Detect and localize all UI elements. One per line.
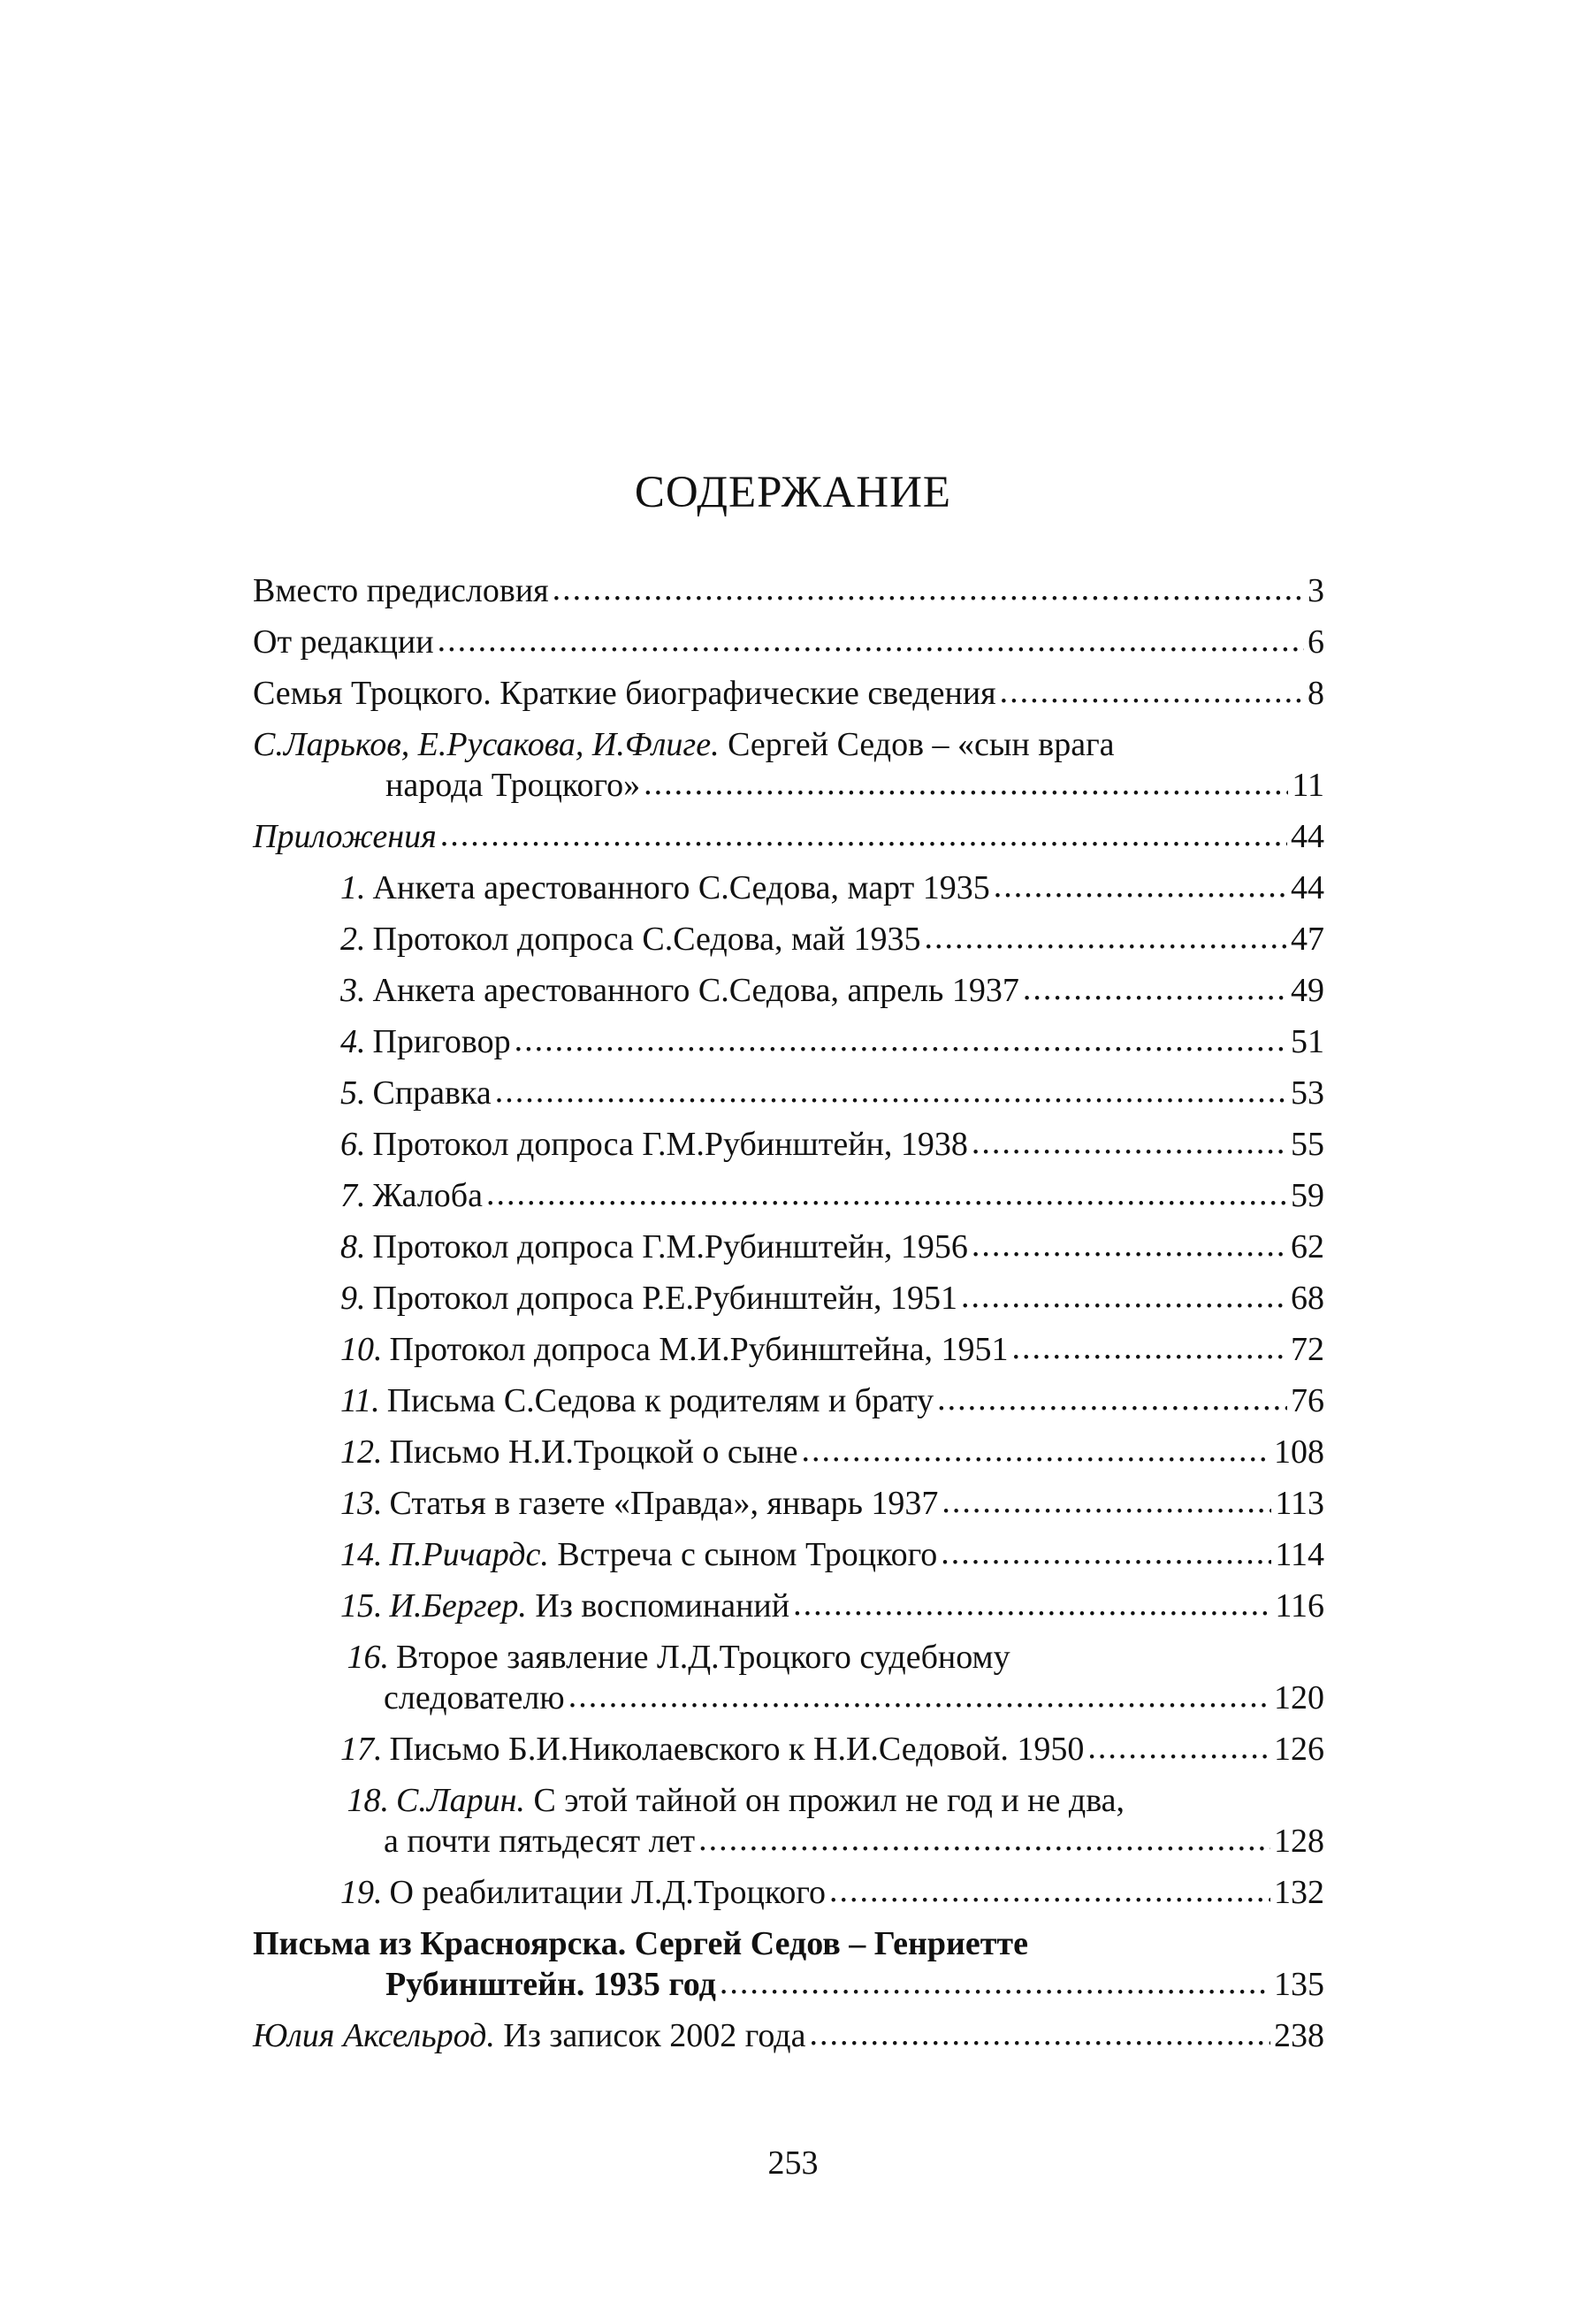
appendix-number: 1. (340, 869, 366, 906)
appendix-number: 14. (340, 1536, 383, 1573)
dot-leader (1087, 1727, 1270, 1768)
appendix-number: 15. (340, 1587, 383, 1625)
toc-entry-title: Вместо предисловия (253, 572, 549, 609)
dot-leader (961, 1276, 1287, 1317)
appendix-number: 19. (340, 1874, 383, 1911)
toc-entry-title: Анкета арестованного С.Седова, март 1935 (372, 869, 990, 906)
toc-appendix-entry[interactable] (340, 1872, 1324, 1913)
dot-leader (972, 1225, 1287, 1265)
toc-appendix-entry[interactable] (340, 970, 1324, 1011)
toc-page-number: 44 (1291, 818, 1324, 855)
toc-appendix-entry[interactable] (340, 1534, 1324, 1575)
toc-entry-author: Юлия Аксельрод. (253, 2017, 495, 2054)
toc-appendix-entry[interactable] (340, 919, 1324, 959)
toc-entry-title: О реабилитации Л.Д.Троцкого (389, 1874, 827, 1911)
toc-entry-title: Протокол допроса М.И.Рубинштейна, 1951 (389, 1331, 1009, 1368)
toc-page-number: 62 (1291, 1228, 1324, 1265)
toc-entry-author: П.Ричардс. (389, 1536, 549, 1573)
dot-leader (994, 866, 1287, 906)
toc-entry-title: Протокол допроса С.Седова, май 1935 (372, 921, 921, 958)
appendix-number: 16. (347, 1639, 389, 1676)
toc-page-number: 108 (1274, 1433, 1324, 1471)
toc-entry-title: С этой тайной он прожил не год и не два, (533, 1782, 1125, 1819)
appendix-number: 2. (340, 921, 366, 958)
toc-entry-title: Протокол допроса Г.М.Рубинштейн, 1956 (372, 1228, 968, 1265)
toc-appendix-entry[interactable] (340, 1073, 1324, 1113)
toc-entry-title: Из записок 2002 года (503, 2017, 806, 2054)
toc-entry-author: С.Ларин. (396, 1782, 525, 1819)
toc-page-number: 120 (1274, 1679, 1324, 1716)
toc-page-number: 238 (1274, 2017, 1324, 2054)
toc-page-number: 49 (1291, 972, 1324, 1009)
toc-entry-title: Приложения (253, 818, 437, 855)
appendix-number: 8. (340, 1228, 366, 1265)
toc-page-number: 55 (1291, 1126, 1324, 1163)
dot-leader (486, 1173, 1287, 1214)
dot-leader (972, 1122, 1287, 1163)
toc-entry-title: Семья Троцкого. Краткие биографические сведения (253, 675, 996, 712)
dot-leader (440, 814, 1287, 855)
appendix-number: 4. (340, 1023, 366, 1060)
dot-leader (809, 2014, 1270, 2054)
toc-entry-title: Приговор (372, 1023, 511, 1060)
toc-page-number: 116 (1275, 1587, 1324, 1625)
toc-page-number: 135 (1274, 1966, 1324, 2003)
toc-appendix-entry[interactable] (340, 1175, 1324, 1216)
toc-entry-title: Письма С.Седова к родителям и брату (386, 1382, 934, 1419)
appendix-number: 3. (340, 972, 366, 1009)
toc-entry[interactable] (253, 2015, 1324, 2056)
toc-entry-title: Сергей Седов – «сын врага (728, 726, 1115, 763)
toc-page-number: 72 (1291, 1331, 1324, 1368)
appendix-number: 7. (340, 1177, 366, 1214)
toc-appendix-entry[interactable] (340, 1329, 1324, 1370)
toc-entry[interactable] (253, 816, 1324, 857)
toc-entry-title-continued: Рубинштейн. 1935 год (385, 1966, 716, 2003)
toc-page-number: 3 (1308, 572, 1324, 609)
toc-appendix-entry[interactable] (340, 1729, 1324, 1770)
dot-leader (1000, 671, 1304, 712)
dot-leader (698, 1819, 1270, 1860)
toc-entry[interactable] (253, 622, 1324, 662)
toc-page-number: 6 (1308, 623, 1324, 661)
toc-page-number: 128 (1274, 1823, 1324, 1860)
dot-leader (925, 917, 1287, 958)
toc-page-number: 76 (1291, 1382, 1324, 1419)
appendix-number: 10. (340, 1331, 383, 1368)
toc-page-number: 132 (1274, 1874, 1324, 1911)
dot-leader (644, 763, 1288, 804)
toc-entry-author: И.Бергер. (389, 1587, 527, 1625)
dot-leader (568, 1676, 1270, 1716)
toc-appendix-entry[interactable] (340, 1432, 1324, 1472)
toc-page-number: 51 (1291, 1023, 1324, 1060)
toc-entry-title-continued: следователю (384, 1679, 565, 1716)
toc-entry-title: Справка (372, 1074, 492, 1112)
toc-entry-title: Письмо Н.И.Троцкой о сыне (389, 1433, 798, 1471)
toc-page-number: 113 (1275, 1485, 1324, 1522)
appendix-number: 12. (340, 1433, 383, 1471)
toc-entry-title: Встреча с сыном Троцкого (557, 1536, 938, 1573)
toc-page-number: 68 (1291, 1280, 1324, 1317)
toc-appendix-entry[interactable] (340, 1227, 1324, 1267)
dot-leader (1023, 968, 1287, 1009)
toc-entry[interactable] (253, 673, 1324, 714)
toc-appendix-entry[interactable] (340, 1483, 1324, 1524)
toc-entry-title: Анкета арестованного С.Седова, апрель 1937 (372, 972, 1019, 1009)
dot-leader (438, 620, 1304, 661)
appendix-number: 13. (340, 1485, 383, 1522)
toc-entry[interactable] (253, 724, 1324, 806)
dot-leader (801, 1430, 1270, 1471)
toc-page-number: 44 (1291, 869, 1324, 906)
toc-appendix-entry[interactable] (340, 1780, 1324, 1861)
dot-leader (793, 1584, 1271, 1625)
dot-leader (941, 1533, 1271, 1573)
appendix-number: 11. (340, 1382, 380, 1419)
appendix-number: 6. (340, 1126, 366, 1163)
page-number: 253 (767, 2144, 819, 2182)
toc-page-number: 53 (1291, 1074, 1324, 1112)
toc-page-number: 47 (1291, 921, 1324, 958)
toc-entry-title-continued: народа Троцкого» (385, 767, 641, 804)
toc-page-number: 59 (1291, 1177, 1324, 1214)
appendix-number: 5. (340, 1074, 366, 1112)
dot-leader (495, 1071, 1287, 1112)
toc-entry-title: Жалоба (372, 1177, 483, 1214)
toc-appendix-entry[interactable] (340, 1637, 1324, 1718)
toc-section-entry[interactable] (253, 1923, 1324, 2005)
toc-entry-title: Протокол допроса Г.М.Рубинштейн, 1938 (372, 1126, 968, 1163)
toc-entry-title: Протокол допроса Р.Е.Рубинштейн, 1951 (372, 1280, 957, 1317)
dot-leader (553, 569, 1304, 609)
toc-page-number: 114 (1275, 1536, 1324, 1573)
toc-entry-title: Статья в газете «Правда», январь 1937 (389, 1485, 939, 1522)
dot-leader (937, 1379, 1287, 1419)
toc-appendix-entry[interactable] (340, 1021, 1324, 1062)
toc-appendix-entry[interactable] (340, 1124, 1324, 1165)
dot-leader (942, 1481, 1271, 1522)
toc-entry-title: Письма из Красноярска. Сергей Седов – Генриетте (253, 1925, 1028, 1962)
dot-leader (829, 1870, 1270, 1911)
toc-entry[interactable] (253, 570, 1324, 611)
page-title: СОДЕРЖАНИЕ (634, 468, 952, 517)
toc-entry-author: С.Ларьков, Е.Русакова, И.Флиге. (253, 726, 720, 763)
table-of-contents (253, 570, 1324, 2067)
appendix-number: 17. (340, 1731, 383, 1768)
toc-entry-title-continued: а почти пятьдесят лет (384, 1823, 696, 1860)
toc-entry-title: Из воспоминаний (535, 1587, 790, 1625)
toc-page-number: 8 (1308, 675, 1324, 712)
toc-appendix-entry[interactable] (340, 1586, 1324, 1626)
toc-entry-title: Второе заявление Л.Д.Троцкого судебному (396, 1639, 1010, 1676)
toc-entry-title: Письмо Б.И.Николаевского к Н.И.Седовой. 1950 (389, 1731, 1085, 1768)
dot-leader (1012, 1327, 1288, 1368)
toc-appendix-entry[interactable] (340, 868, 1324, 908)
dot-leader (515, 1020, 1287, 1060)
toc-appendix-entry[interactable] (340, 1278, 1324, 1319)
appendix-number: 9. (340, 1280, 366, 1317)
dot-leader (720, 1962, 1270, 2003)
toc-entry-title: От редакции (253, 623, 434, 661)
toc-page-number: 11 (1292, 767, 1324, 804)
toc-appendix-entry[interactable] (340, 1380, 1324, 1421)
toc-page-number: 126 (1274, 1731, 1324, 1768)
appendix-number: 18. (347, 1782, 389, 1819)
